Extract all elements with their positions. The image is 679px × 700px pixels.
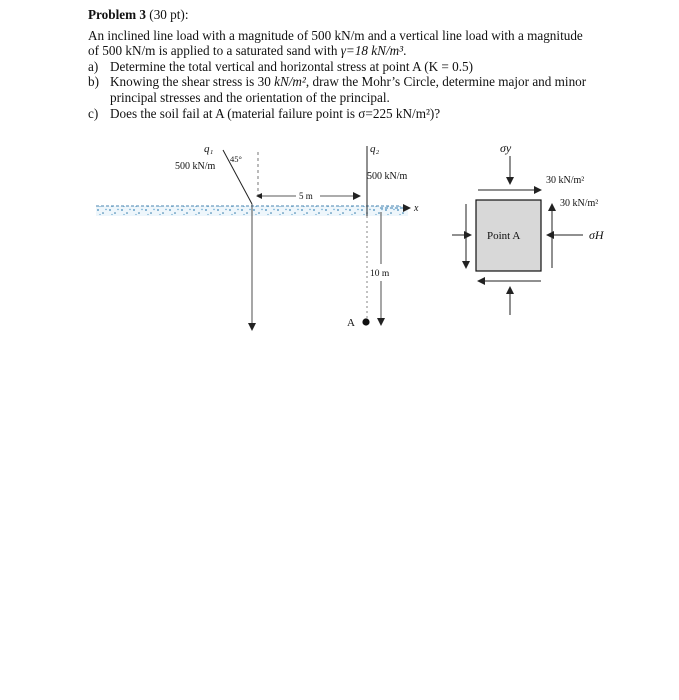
dimension-arrow-left xyxy=(256,193,262,199)
point-a-box-label: Point A xyxy=(487,230,521,242)
inclined-load-q1 xyxy=(175,143,258,330)
question-a-label: a) xyxy=(88,58,99,74)
shear-right-label: 30 kN/m² xyxy=(560,198,599,209)
point-a-label: A xyxy=(347,317,355,329)
depth-label: 10 m xyxy=(370,269,390,279)
q2-magnitude: 500 kN/m xyxy=(367,171,408,182)
sigma-h-label: σH xyxy=(589,228,604,242)
point-a xyxy=(347,317,370,329)
question-b-unit: kN/m² xyxy=(274,74,306,90)
angle-label: 45° xyxy=(230,154,242,164)
distance-label: 5 m xyxy=(299,191,313,201)
depth-dimension xyxy=(370,212,390,325)
problem-points: (30 pt): xyxy=(146,7,189,22)
sigma-v-label: σy xyxy=(500,141,512,155)
stress-element xyxy=(452,141,605,315)
x-axis-label: x xyxy=(414,203,419,214)
statement-line-1: An inclined line load with a magnitude of 500 kN/m and a vertical line load with a magnitude xyxy=(88,27,583,43)
problem-number: Problem 3 xyxy=(88,7,146,22)
question-b-text-rest: , draw the Mohr’s Circle, determine major and minor xyxy=(305,74,587,90)
statement-line-2: of 500 kN/m is applied to a saturated sand with xyxy=(88,43,341,59)
horizontal-dimension xyxy=(256,191,360,201)
question-a-text: Determine the total vertical and horizontal stress at point A (K = 0.5) xyxy=(110,58,474,74)
q1-label: q₁ xyxy=(204,143,214,155)
q1-magnitude: 500 kN/m xyxy=(175,161,216,172)
question-b-label: b) xyxy=(88,74,99,90)
question-b-text: Knowing the shear stress is 30 xyxy=(110,74,275,90)
question-c-text: Does the soil fail at A (material failure point is σ=225 kN/m²)? xyxy=(110,105,441,121)
vertical-load-q2 xyxy=(367,143,408,320)
point-a-marker xyxy=(362,318,369,325)
shear-top-label: 30 kN/m² xyxy=(546,175,585,186)
unit-weight: γ=18 kN/m³ xyxy=(340,43,404,59)
q2-label: q₂ xyxy=(370,143,380,155)
question-b-line-2: principal stresses and the orientation of the principal. xyxy=(110,89,390,105)
soil-layer xyxy=(96,203,419,216)
question-c-label: c) xyxy=(88,105,99,121)
statement-end: . xyxy=(403,43,407,59)
